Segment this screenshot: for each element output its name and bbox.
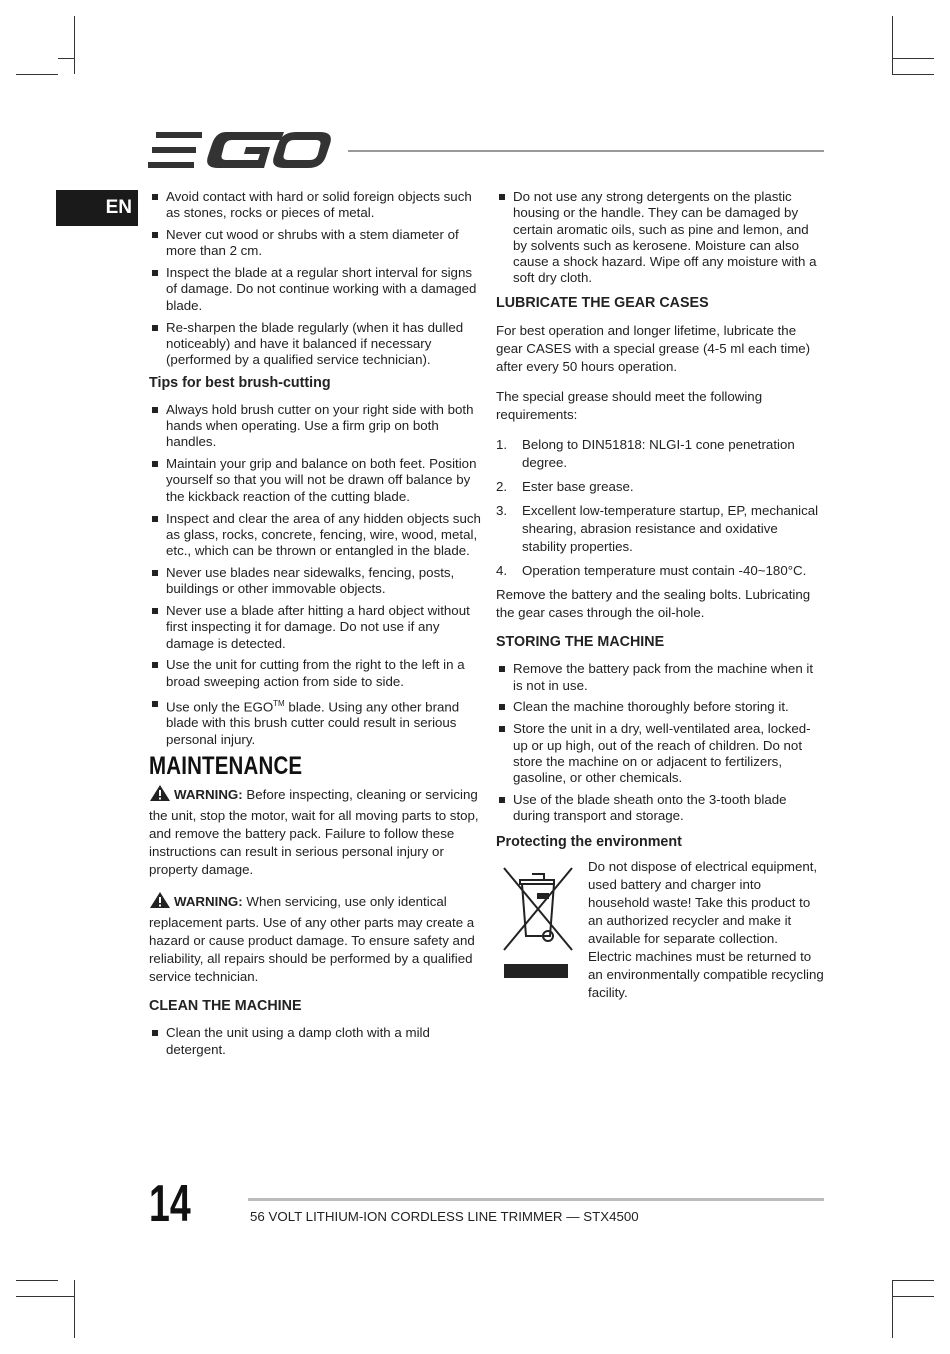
ego-bullet-after: blade. Using any other brand blade with this brush cutter could result in serious personal injury. xyxy=(166,698,460,747)
warning-text: When servicing, use only identical replacement parts. Use of any other parts may create a hazard or cause product damage. To ensure safety and reliability, all repairs should be performed by a qualified service technician. xyxy=(149,894,475,985)
item-text: Ester base grease. xyxy=(522,479,634,495)
safety-list xyxy=(149,189,481,368)
item-text: Belong to DIN51818: NLGI-1 cone penetration degree. xyxy=(522,437,795,471)
item-number: 4. xyxy=(496,563,508,579)
list-item: Do not use any strong detergents on the plastic housing or the handle. They can be damaged by certain aromatic oils, such as pine and lemon, and by solvents such as kerosene. Moisture can also cause a shock hazard. Wipe off any moisture with a soft dry cloth. xyxy=(496,189,824,287)
language-tab: EN xyxy=(56,190,138,226)
crop-mark xyxy=(16,74,58,75)
warning-label: WARNING: xyxy=(174,787,243,803)
header-rule xyxy=(348,150,824,152)
list-item xyxy=(149,696,481,748)
list-item: Clean the unit using a damp cloth with a mild detergent. xyxy=(149,1025,481,1058)
footer-title: 56 VOLT LITHIUM-ION CORDLESS LINE TRIMMER — STX4500 xyxy=(250,1209,639,1224)
warning-text: Before inspecting, cleaning or servicing the unit, stop the motor, wait for all moving parts to stop, and remove the battery pack. Failure to follow these instructions can result in serious personal injury or property damage. xyxy=(149,787,479,878)
crop-mark xyxy=(74,16,75,74)
item-text: Operation temperature must contain -40~180°C. xyxy=(522,563,807,579)
list-item: Use the unit for cutting from the right to the left in a broad sweeping action from side to side. xyxy=(149,657,481,690)
environment-heading: Protecting the environment xyxy=(496,833,682,850)
ego-logo xyxy=(148,128,332,177)
tips-heading: Tips for best brush-cutting xyxy=(149,375,331,392)
item-number: 1. xyxy=(496,437,508,453)
list-item xyxy=(496,436,824,472)
list-item xyxy=(496,562,824,580)
item-number: 2. xyxy=(496,479,508,495)
lubricate-paragraph: Remove the battery and the sealing bolts. Lubricating the gear cases through the oil-hole. xyxy=(496,587,811,621)
crop-mark xyxy=(16,1280,58,1281)
list-item: Never use a blade after hitting a hard object without first inspecting it for damage. Do not use if any damage is detected. xyxy=(149,603,481,652)
lubricate-paragraph: For best operation and longer lifetime, lubricate the gear CASES with a special grease (4-5 ml each time) after every 50 hours operation. xyxy=(496,323,811,375)
warning-paragraph xyxy=(149,784,481,879)
ego-bullet-before: Use only the EGO xyxy=(166,698,274,714)
requirements-list xyxy=(496,436,824,580)
crop-mark xyxy=(892,1280,893,1338)
lubricate-paragraph: The special grease should meet the following requirements: xyxy=(496,389,763,423)
list-item: Always hold brush cutter on your right side with both hands when operating. Use a firm grip on both handles. xyxy=(149,402,481,451)
trademark: TM xyxy=(273,698,285,708)
detergent-list xyxy=(496,189,824,287)
crop-mark xyxy=(892,16,893,74)
weee-bin-icon xyxy=(498,862,580,986)
list-item: Maintain your grip and balance on both feet. Position yourself so that you will not be drawn off balance by the kickback reaction of the cutting blade. xyxy=(149,456,481,505)
page-number: 14 xyxy=(149,1175,191,1233)
list-item: Re-sharpen the blade regularly (when it has dulled noticeably) and have it balanced if necessary (performed by a qualified service technician). xyxy=(149,320,481,369)
crop-mark xyxy=(892,74,934,75)
clean-heading: CLEAN THE MACHINE xyxy=(149,998,302,1015)
crop-mark xyxy=(892,1296,934,1297)
item-number: 3. xyxy=(496,503,508,519)
crop-mark xyxy=(16,1296,74,1297)
warning-icon xyxy=(149,891,171,914)
right-column xyxy=(496,189,824,1000)
list-item: Inspect and clear the area of any hidden objects such as glass, rocks, concrete, fencing, wire, wood, metal, etc., which can be thrown or entangled in the blade. xyxy=(149,511,481,560)
list-item: Never use blades near sidewalks, fencing, posts, buildings or other immovable objects. xyxy=(149,565,481,598)
tips-list xyxy=(149,402,481,748)
list-item xyxy=(496,502,824,556)
item-text: Excellent low-temperature startup, EP, mechanical shearing, abrasion resistance and oxidative stability properties. xyxy=(522,503,819,555)
environment-text: Do not dispose of electrical equipment, used battery and charger into household waste! Take this product to an authorized recycler and make it available for separate collection. Electric machines must be returned to an environmentally compatible recycling facility. xyxy=(588,858,824,1000)
storing-heading: STORING THE MACHINE xyxy=(496,634,665,651)
list-item: Avoid contact with hard or solid foreign objects such as stones, rocks or pieces of metal. xyxy=(149,189,481,222)
list-item: Clean the machine thoroughly before storing it. xyxy=(496,699,824,715)
warning-icon xyxy=(149,784,171,807)
list-item: Never cut wood or shrubs with a stem diameter of more than 2 cm. xyxy=(149,227,481,260)
warning-paragraph xyxy=(149,891,481,986)
crop-mark xyxy=(892,58,934,59)
list-item: Remove the battery pack from the machine when it is not in use. xyxy=(496,661,824,694)
left-column xyxy=(149,189,481,1064)
list-item xyxy=(496,478,824,496)
list-item: Inspect the blade at a regular short interval for signs of damage. Do not continue working with a damaged blade. xyxy=(149,265,481,314)
footer-rule xyxy=(248,1198,824,1201)
crop-mark xyxy=(74,1280,75,1338)
clean-list xyxy=(149,1025,481,1058)
crop-mark xyxy=(58,58,74,59)
list-item: Use of the blade sheath onto the 3-tooth blade during transport and storage. xyxy=(496,792,824,825)
storing-list xyxy=(496,661,824,824)
list-item: Store the unit in a dry, well-ventilated area, locked-up or up high, out of the reach of children. Do not store the machine on or adjacent to fertilizers, gasoline, or other chemicals. xyxy=(496,721,824,786)
environment-block xyxy=(496,858,824,1000)
maintenance-heading: MAINTENANCE xyxy=(149,751,303,780)
lubricate-heading: LUBRICATE THE GEAR CASES xyxy=(496,294,709,311)
crop-mark xyxy=(892,1280,934,1281)
warning-label: WARNING: xyxy=(174,894,243,910)
